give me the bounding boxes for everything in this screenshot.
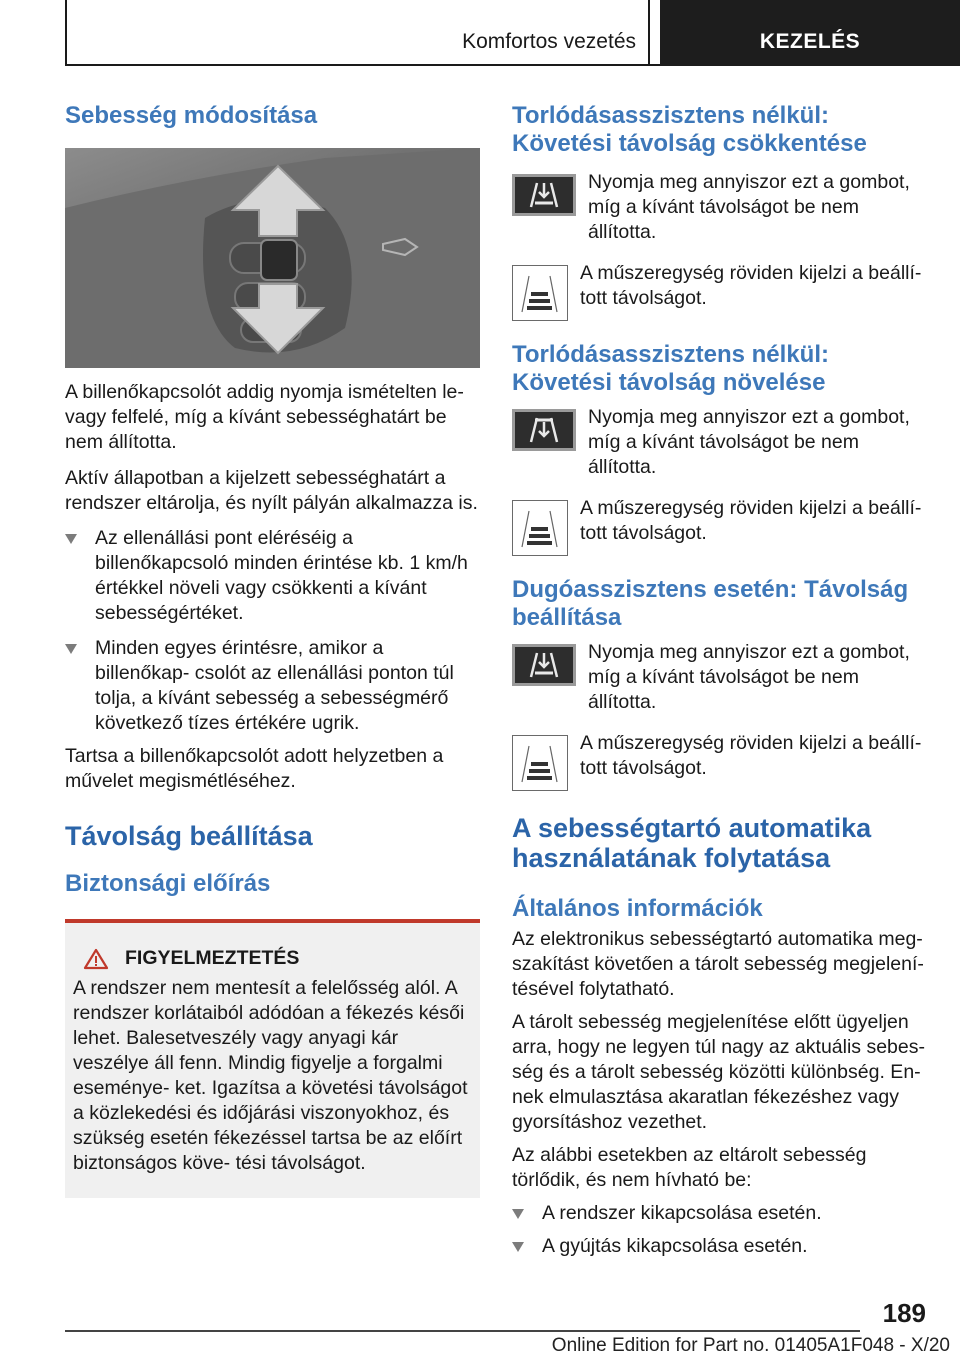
distance-display-icon: [512, 265, 568, 321]
bullet-text: A gyújtás kikapcsolása esetén.: [542, 1235, 808, 1257]
heading-general-info: Általános információk: [512, 895, 763, 922]
list-item: [65, 636, 480, 736]
press-button-row: [512, 405, 932, 480]
distance-decrease-button-icon: [512, 174, 576, 216]
warning-title-row: [73, 947, 472, 970]
press-button-row: [512, 640, 932, 715]
bullet-text: A rendszer kikapcsolása esetén.: [542, 1202, 822, 1224]
warning-box: [65, 923, 480, 1198]
display-info-1: A műszeregység röviden kijelzi a beállí- tott távolságot.: [580, 262, 922, 309]
heading-traffic-jam-assist: Dugóasszisztens esetén: Távolság beállítása: [512, 576, 909, 631]
heading-safety-note: Biztonsági előírás: [65, 870, 271, 897]
header-divider-left: [65, 0, 67, 66]
speed-paragraph-2: Aktív állapotban a kijelzett sebességhatárt a rendszer eltárolja, és nyílt pályán alkalmazza is.: [65, 467, 478, 514]
warning-text: A rendszer nem mentesít a felelősség alól. A rendszer korlátaiból adódóan a fékezés késői lehet. Balesetveszély vagy anyagi kár veszélye áll fenn. Mindig figyelje a forgalmi eseménye- ket. Igazítsa a követési távolságot a közlekedési és időjárási viszonyokhoz, és szükség esetén fékezéssel tartsa be az előírt biztonságos köve- tési távolságot.: [73, 977, 468, 1174]
heading-distance-setting: Távolság beállítása: [65, 821, 313, 851]
resume-paragraph-1: Az elektronikus sebességtartó automatika meg- szakítást követően a tárolt sebesség megjelení- tésével folytatható.: [512, 928, 924, 1000]
resume-paragraph-3: Az alábbi esetekben az eltárolt sebesség törlődik, és nem hívható be:: [512, 1144, 867, 1191]
bullet-triangle-icon: [65, 534, 77, 544]
bullet-triangle-icon: [512, 1209, 524, 1219]
steering-wheel-illustration: [65, 148, 480, 368]
heading-speed-change: Sebesség módosítása: [65, 102, 318, 129]
footer-rule: [65, 1330, 860, 1332]
list-item: [512, 1234, 932, 1259]
footer-edition: Online Edition for Part no. 01405A1F048 - X/20: [551, 1335, 950, 1356]
left-column: [65, 102, 480, 1198]
heading-reduce-distance: Torlódásasszisztens nélkül: Követési távolság csökkentése: [512, 102, 867, 157]
speed-paragraph-3: Tartsa a billenőkapcsolót adott helyzetben a művelet megismétléséhez.: [65, 745, 444, 792]
press-instruction-2: Nyomja meg annyiszor ezt a gombot, míg a kívánt távolságot be nem állította.: [588, 406, 910, 478]
distance-button-icon: [512, 644, 576, 686]
resume-paragraph-2: A tárolt sebesség megjelenítése előtt ügyeljen arra, hogy ne legyen túl nagy az aktuális sebes- ség és a tárolt sebesség közötti különbség. En- nek elmulasztása akaratlan fékezéshez vagy gyorsításhoz vezethet.: [512, 1011, 925, 1133]
list-item: [65, 526, 480, 626]
display-row: [512, 496, 932, 556]
bullet-triangle-icon: [65, 644, 77, 654]
list-item: [512, 1201, 932, 1226]
press-instruction-3: Nyomja meg annyiszor ezt a gombot, míg a kívánt távolságot be nem állította.: [588, 641, 910, 713]
speed-paragraph-1: A billenőkapcsolót addig nyomja ismételten le- vagy felfelé, míg a kívánt sebességhatárt be nem állította.: [65, 381, 464, 453]
bullet-triangle-icon: [512, 1242, 524, 1252]
display-row: [512, 261, 932, 321]
display-info-2: A műszeregység röviden kijelzi a beállí- tott távolságot.: [580, 497, 922, 544]
header-chapter-tab: KEZELÉS: [660, 0, 960, 66]
header-divider-right: [648, 0, 650, 66]
distance-increase-button-icon: [512, 409, 576, 451]
heading-resume-cruise-control: A sebességtartó automatika használatának folytatása: [512, 813, 872, 873]
press-button-row: [512, 170, 932, 245]
bullet-text: Az ellenállási pont eléréséig a billenőkapcsoló minden érintése kb. 1 km/h értékkel növeli vagy csökkenti a kívánt sebességértéket.: [95, 527, 468, 624]
distance-display-icon: [512, 500, 568, 556]
right-column: [512, 102, 932, 1259]
warning-title: FIGYELMEZTETÉS: [125, 947, 300, 969]
header-section-title: Komfortos vezetés: [462, 30, 636, 53]
warning-triangle-icon: [83, 948, 109, 970]
heading-increase-distance: Torlódásasszisztens nélkül: Követési távolság növelése: [512, 341, 829, 396]
steering-wheel-rocker-image: [65, 148, 480, 368]
display-info-3: A műszeregység röviden kijelzi a beállí- tott távolságot.: [580, 732, 922, 779]
page-number: 189: [882, 1298, 926, 1328]
distance-display-icon: [512, 735, 568, 791]
display-row: [512, 731, 932, 791]
bullet-text: Minden egyes érintésre, amikor a billenőkap- csolót az ellenállási ponton túl tolja, a kívánt sebesség a sebességmérő következő tízes értékére ugrik.: [95, 637, 454, 734]
press-instruction-1: Nyomja meg annyiszor ezt a gombot, míg a kívánt távolságot be nem állította.: [588, 171, 910, 243]
